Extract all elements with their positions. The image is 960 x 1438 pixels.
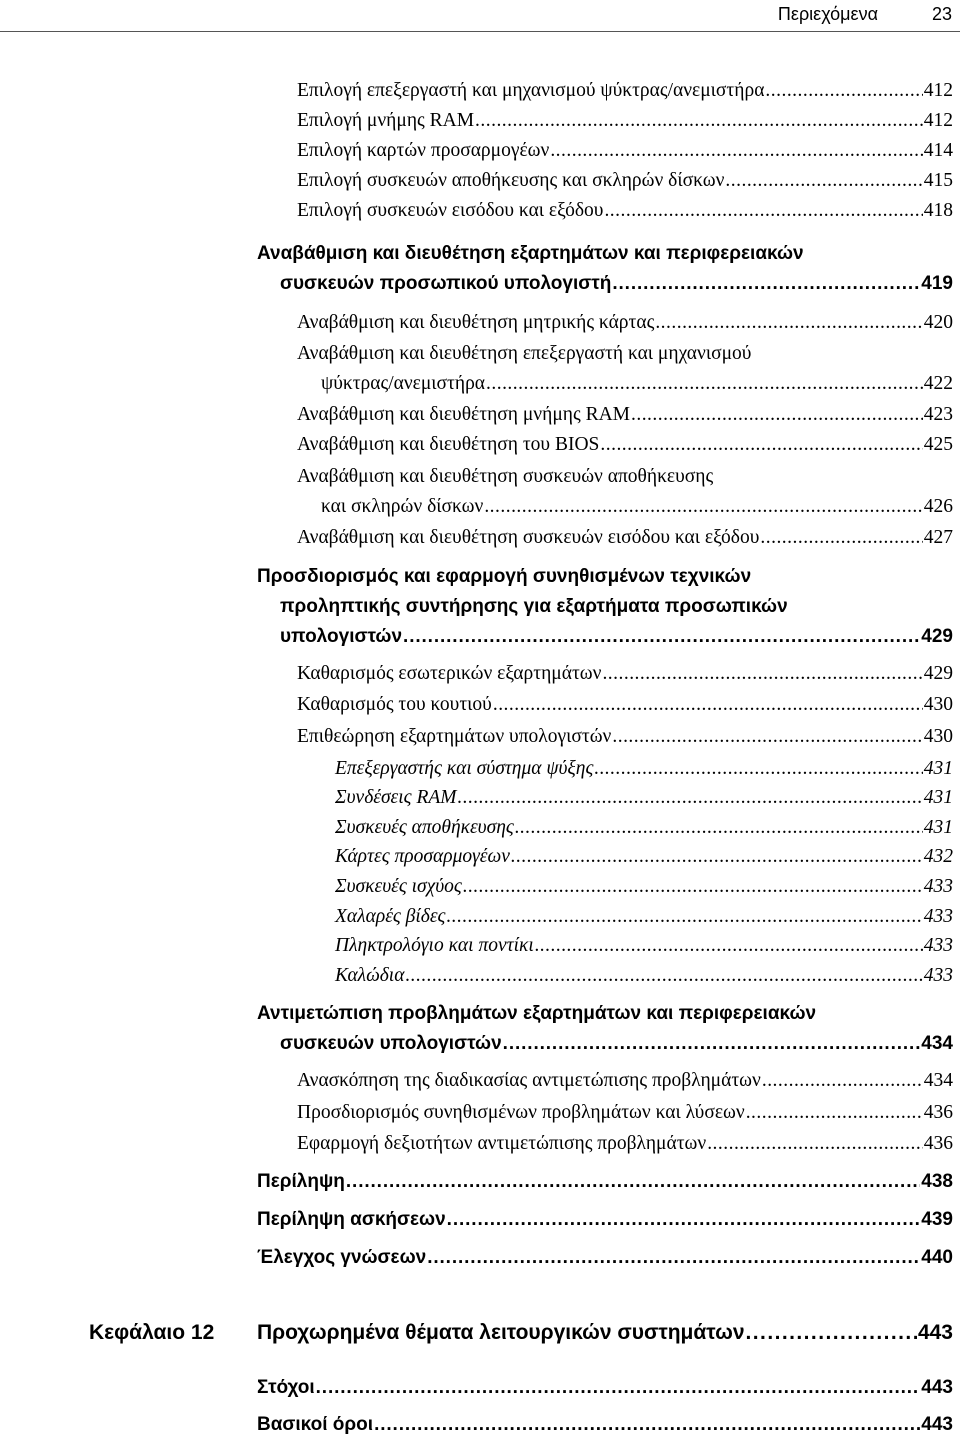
toc-section[interactable]	[257, 1171, 953, 1193]
toc-entry-page: 439	[921, 1209, 953, 1230]
dot-leader	[511, 846, 923, 868]
toc-entry-title-line: Αναβάθμιση και διευθέτηση επεξεργαστή και μηχανισμού	[297, 343, 752, 364]
toc-entry[interactable]	[335, 876, 953, 898]
dot-leader	[374, 1414, 920, 1436]
toc-entry-title: Συνδέσεις RAM	[335, 787, 457, 808]
toc-entry-page: 433	[923, 906, 953, 927]
toc-entry[interactable]	[321, 496, 953, 518]
running-header-title: Περιεχόμενα	[777, 4, 878, 24]
toc-entry-title: Ανασκόπηση της διαδικασίας αντιμετώπισης προβλημάτων	[297, 1070, 761, 1091]
toc-section[interactable]	[257, 1414, 953, 1436]
toc-entry[interactable]	[335, 787, 953, 809]
toc-entry-page: 431	[923, 787, 953, 808]
toc-entry-page: 429	[921, 626, 953, 647]
toc-entry-title: Συσκευές ισχύος	[335, 876, 462, 897]
toc-entry-page: 433	[923, 965, 953, 986]
toc-entry-page: 438	[921, 1171, 953, 1192]
toc-entry-title: Βασικοί όροι	[257, 1414, 374, 1435]
header-rule	[0, 31, 960, 32]
toc-entry-page: 427	[923, 527, 953, 548]
dot-leader	[604, 200, 922, 222]
toc-entry-page: 436	[923, 1102, 953, 1123]
toc-entry-page: 420	[923, 312, 953, 333]
toc-entry-page: 443	[921, 1377, 953, 1398]
toc-section[interactable]	[257, 1247, 953, 1269]
toc-entry-title: Χαλαρές βίδες	[335, 906, 446, 927]
chapter-title: Προχωρημένα θέματα λειτουργικών συστημάτων	[257, 1321, 745, 1344]
page-header	[0, 0, 960, 32]
toc-entry-page: 430	[923, 694, 953, 715]
dot-leader	[403, 626, 920, 648]
toc-entry-page: 436	[923, 1133, 953, 1154]
toc-entry[interactable]	[335, 935, 953, 957]
toc-entry-title: Αναβάθμιση και διευθέτηση μνήμης RAM	[297, 404, 630, 425]
dot-leader	[458, 787, 923, 809]
dot-leader	[446, 906, 922, 928]
dot-leader	[316, 1377, 921, 1399]
toc-entry-page: 412	[923, 110, 953, 131]
toc-entry-title: Επιλογή συσκευών αποθήκευσης και σκληρών δίσκων	[297, 170, 725, 191]
dot-leader	[760, 527, 922, 549]
dot-leader	[503, 1033, 921, 1055]
toc-entry[interactable]	[297, 404, 953, 426]
toc-entry[interactable]	[297, 694, 953, 716]
toc-entry[interactable]	[335, 758, 953, 780]
dot-leader	[550, 140, 922, 162]
toc-entry-title: Επεξεργαστής και σύστημα ψύξης	[335, 758, 594, 779]
toc-entry[interactable]	[297, 434, 953, 456]
toc-entry-title: Αναβάθμιση και διευθέτηση συσκευών εισόδου και εξόδου	[297, 527, 760, 548]
toc-entry-title: Εφαρμογή δεξιοτήτων αντιμετώπισης προβλημάτων	[297, 1133, 707, 1154]
toc-entry[interactable]	[297, 170, 953, 192]
toc-entry[interactable]	[297, 663, 953, 685]
toc-entry-title-line: Αναβάθμιση και διευθέτηση συσκευών αποθήκευσης	[297, 466, 714, 487]
toc-entry[interactable]	[297, 80, 953, 102]
toc-entry-page: 418	[923, 200, 953, 221]
toc-entry-title: Καθαρισμός εσωτερικών εξαρτημάτων	[297, 663, 602, 684]
toc-entry-page: 423	[923, 404, 953, 425]
dot-leader	[475, 110, 923, 132]
toc-entry[interactable]	[297, 1102, 953, 1124]
dot-leader	[655, 312, 922, 334]
dot-leader	[602, 663, 922, 685]
dot-leader	[746, 1321, 917, 1345]
dot-leader	[405, 965, 922, 987]
dot-leader	[427, 1247, 920, 1269]
toc-entry-title: Αναβάθμιση και διευθέτηση του BIOS	[297, 434, 600, 455]
toc-entry[interactable]	[335, 906, 953, 928]
dot-leader	[707, 1133, 923, 1155]
dot-leader	[515, 817, 923, 839]
toc-section-title-line: Αντιμετώπιση προβλημάτων εξαρτημάτων και περιφερειακών	[257, 1003, 817, 1024]
toc-section-title-line: Αναβάθμιση και διευθέτηση εξαρτημάτων και περιφερειακών	[257, 243, 804, 264]
toc-entry-title: Επιθεώρηση εξαρτημάτων υπολογιστών	[297, 726, 612, 747]
toc-entry[interactable]	[297, 312, 953, 334]
toc-section-title-line: προληπτικής συντήρησης για εξαρτήματα προσωπικών	[280, 596, 788, 617]
dot-leader	[447, 1209, 921, 1231]
toc-entry-page: 431	[923, 758, 953, 779]
toc-entry-page: 425	[923, 434, 953, 455]
toc-entry[interactable]	[297, 527, 953, 549]
toc-entry-page: 430	[923, 726, 953, 747]
toc-entry[interactable]	[297, 200, 953, 222]
dot-leader	[493, 694, 923, 716]
toc-entry-title: Αναβάθμιση και διευθέτηση μητρικής κάρτας	[297, 312, 655, 333]
toc-section[interactable]	[280, 273, 953, 295]
dot-leader	[346, 1171, 920, 1193]
toc-entry[interactable]	[297, 726, 953, 748]
toc-entry-title: Περίληψη	[257, 1171, 345, 1192]
toc-section[interactable]	[280, 1033, 953, 1055]
toc-entry[interactable]	[335, 965, 953, 987]
chapter-label: Κεφάλαιο 12	[89, 1321, 215, 1344]
toc-entry-title: Στόχοι	[257, 1377, 315, 1398]
dot-leader	[535, 935, 923, 957]
toc-entry-title: συσκευών υπολογιστών	[280, 1033, 502, 1054]
dot-leader	[612, 273, 920, 295]
dot-leader	[594, 758, 922, 780]
toc-section[interactable]	[257, 1377, 953, 1399]
toc-entry-title: Καλώδια	[335, 965, 405, 986]
toc-entry-title: Επιλογή μνήμης RAM	[297, 110, 475, 131]
dot-leader	[484, 496, 922, 518]
toc-section[interactable]	[280, 626, 953, 648]
toc-entry-title: Κάρτες προσαρμογέων	[335, 846, 510, 867]
toc-entry-title: Προσδιορισμός συνηθισμένων προβλημάτων και λύσεων	[297, 1102, 745, 1123]
toc-entry[interactable]	[321, 373, 953, 395]
toc-entry[interactable]	[335, 846, 953, 868]
toc-entry-title: Επιλογή συσκευών εισόδου και εξόδου	[297, 200, 604, 221]
dot-leader	[746, 1102, 923, 1124]
dot-leader	[762, 1070, 923, 1092]
dot-leader	[486, 373, 923, 395]
dot-leader	[600, 434, 922, 456]
toc-entry-title: υπολογιστών	[280, 626, 403, 647]
toc-chapter[interactable]	[257, 1321, 953, 1345]
toc-entry-page: 434	[923, 1070, 953, 1091]
toc-entry[interactable]	[297, 1070, 953, 1092]
toc-section[interactable]	[257, 1209, 953, 1231]
toc-entry-page: 419	[921, 273, 953, 294]
toc-entry-page: 426	[923, 496, 953, 517]
dot-leader	[725, 170, 922, 192]
toc-entry-page: 415	[923, 170, 953, 191]
toc-entry-page: 431	[923, 817, 953, 838]
toc-entry-page: 433	[923, 876, 953, 897]
dot-leader	[765, 80, 922, 102]
toc-entry-title: Καθαρισμός του κουτιού	[297, 694, 492, 715]
toc-entry-title: και σκληρών δίσκων	[321, 496, 484, 517]
toc-entry-title: Συσκευές αποθήκευσης	[335, 817, 514, 838]
toc-entry-title: Επιλογή επεξεργαστή και μηχανισμού ψύκτρας/ανεμιστήρα	[297, 80, 765, 101]
toc-entry[interactable]	[297, 110, 953, 132]
toc-entry-page: 434	[921, 1033, 953, 1054]
toc-entry-page: 443	[917, 1321, 953, 1344]
toc-entry-page: 433	[923, 935, 953, 956]
dot-leader	[612, 726, 922, 748]
toc-entry-page: 432	[923, 846, 953, 867]
toc-entry-title: Έλεγχος γνώσεων	[257, 1247, 427, 1268]
toc-entry-title: συσκευών προσωπικού υπολογιστή	[280, 273, 612, 294]
toc-entry-page: 422	[923, 373, 953, 394]
page-number: 23	[931, 4, 952, 24]
toc-entry-page: 429	[923, 663, 953, 684]
toc-entry-page: 412	[923, 80, 953, 101]
toc-entry[interactable]	[335, 817, 953, 839]
toc-entry[interactable]	[297, 140, 953, 162]
toc-entry[interactable]	[297, 1133, 953, 1155]
dot-leader	[631, 404, 923, 426]
toc-entry-title: Πληκτρολόγιο και ποντίκι	[335, 935, 534, 956]
toc-entry-page: 414	[923, 140, 953, 161]
toc-section-title-line: Προσδιορισμός και εφαρμογή συνηθισμένων τεχνικών	[257, 566, 752, 587]
dot-leader	[463, 876, 923, 898]
toc-entry-page: 443	[921, 1414, 953, 1435]
toc-entry-page: 440	[921, 1247, 953, 1268]
toc-entry-title: Επιλογή καρτών προσαρμογέων	[297, 140, 550, 161]
toc-entry-title: Περίληψη ασκήσεων	[257, 1209, 446, 1230]
toc-entry-title: ψύκτρας/ανεμιστήρα	[321, 373, 486, 394]
